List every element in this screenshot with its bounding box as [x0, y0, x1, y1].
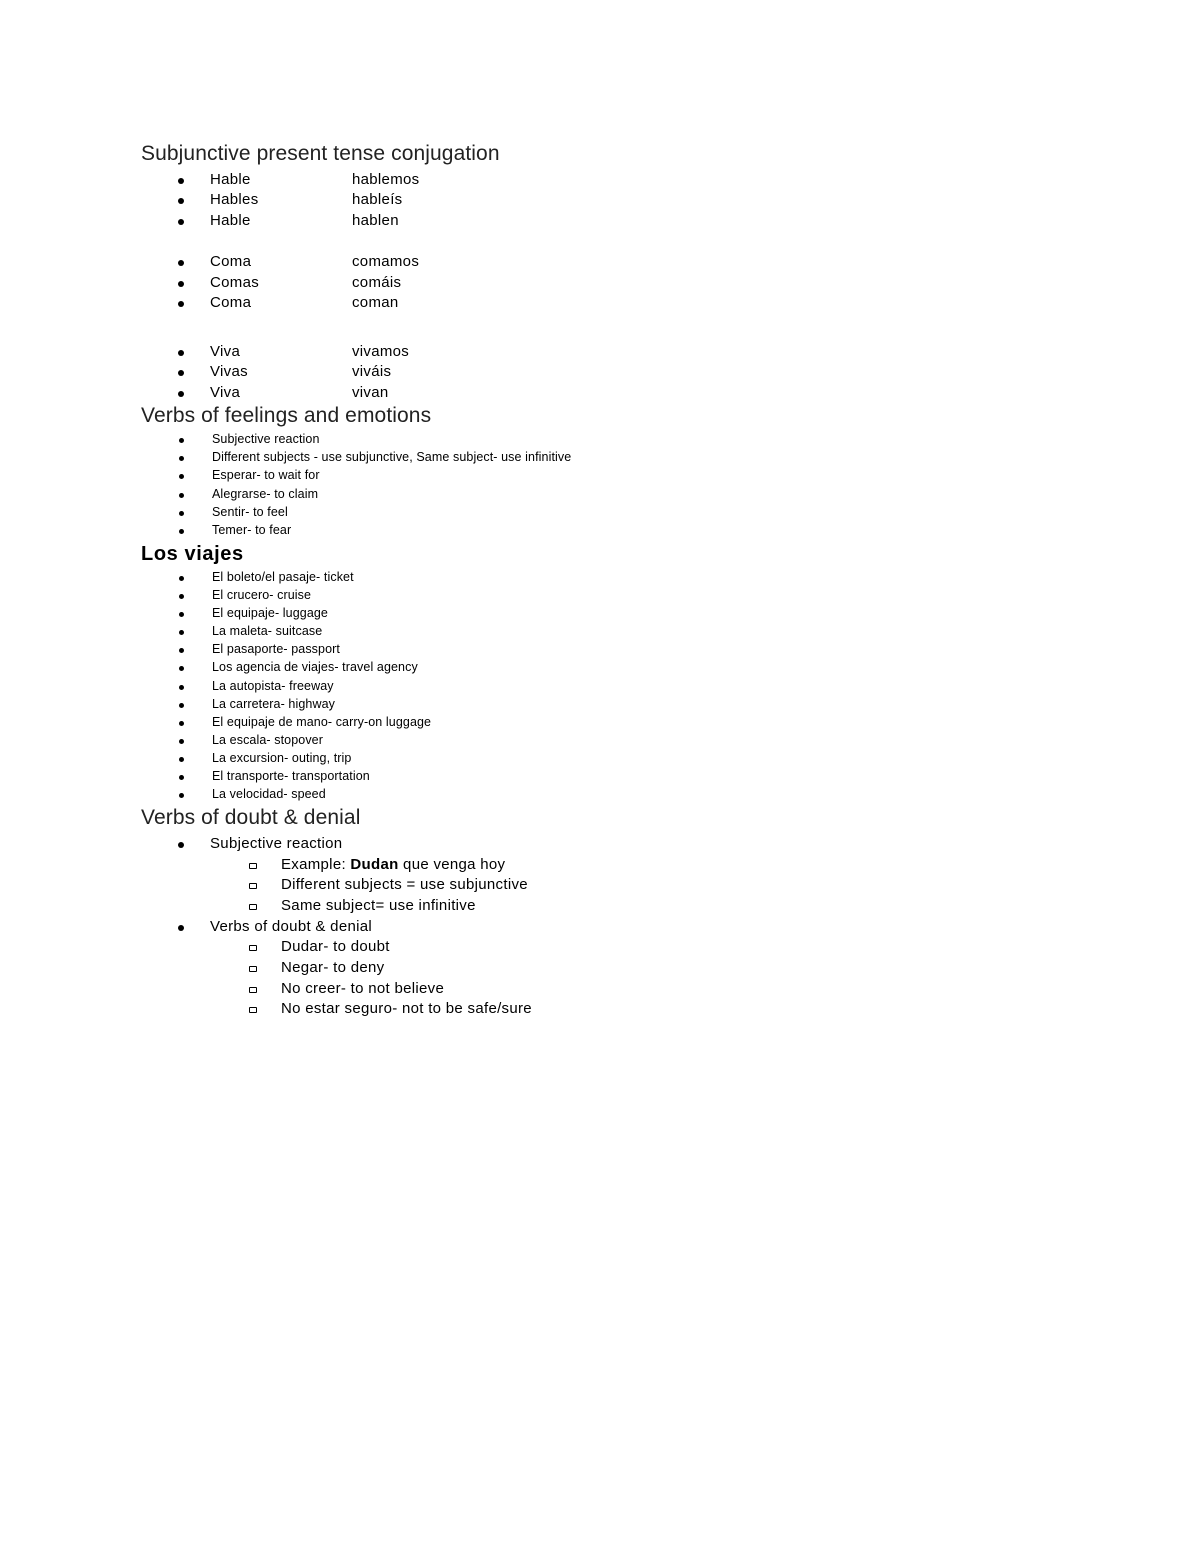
sub-bullet-icon: [249, 987, 257, 993]
bullet-icon: [179, 529, 184, 534]
example-text: [281, 856, 505, 873]
list-item-text: Verbs of doubt & denial: [210, 918, 373, 935]
example-bold-word: Dudan: [350, 856, 399, 873]
conjugation-plural: hableís: [352, 191, 403, 208]
section-title-feelings: Verbs of feelings and emotions: [141, 404, 432, 427]
section-title-conjugation: Subjunctive present tense conjugation: [141, 142, 500, 165]
bullet-icon: [179, 757, 184, 762]
list-item-text: Alegrarse- to claim: [212, 487, 319, 501]
bullet-icon: [178, 178, 184, 184]
list-item-text: La escala- stopover: [212, 733, 323, 747]
conjugation-singular: Hable: [210, 212, 251, 229]
bullet-icon: [178, 281, 184, 287]
bullet-icon: [179, 438, 184, 443]
list-item-text: El equipaje de mano- carry-on luggage: [212, 715, 432, 729]
list-item-text: Dudar- to doubt: [281, 938, 390, 955]
bullet-icon: [178, 842, 184, 848]
bullet-icon: [179, 594, 184, 599]
conjugation-plural: comáis: [352, 274, 402, 291]
list-item-text: El crucero- cruise: [212, 588, 312, 602]
bullet-icon: [178, 198, 184, 204]
conjugation-singular: Vivas: [210, 363, 248, 380]
bullet-icon: [179, 456, 184, 461]
conjugation-plural: hablemos: [352, 171, 420, 188]
list-item-text: Negar- to deny: [281, 959, 385, 976]
bullet-icon: [179, 685, 184, 690]
list-item-text: Same subject= use infinitive: [281, 897, 476, 914]
sub-bullet-icon: [249, 904, 257, 910]
conjugation-plural: coman: [352, 294, 399, 311]
conjugation-plural: viváis: [352, 363, 392, 380]
bullet-icon: [179, 775, 184, 780]
bullet-icon: [179, 666, 184, 671]
bullet-icon: [179, 474, 184, 479]
conjugation-singular: Viva: [210, 343, 241, 360]
bullet-icon: [179, 493, 184, 498]
sub-bullet-icon: [249, 863, 257, 869]
section-title-doubt: Verbs of doubt & denial: [141, 806, 361, 829]
sub-bullet-icon: [249, 1007, 257, 1013]
bullet-icon: [178, 219, 184, 225]
bullet-icon: [178, 391, 184, 397]
sub-bullet-icon: [249, 945, 257, 951]
list-item-text: Los agencia de viajes- travel agency: [212, 660, 418, 674]
sub-bullet-icon: [249, 883, 257, 889]
bullet-icon: [179, 511, 184, 516]
bullet-icon: [179, 721, 184, 726]
list-item-text: No creer- to not believe: [281, 980, 445, 997]
list-item-text: Subjective reaction: [210, 835, 343, 852]
conjugation-plural: vivan: [352, 384, 389, 401]
bullet-icon: [179, 612, 184, 617]
list-item-text: La excursion- outing, trip: [212, 751, 352, 765]
list-item-text: El equipaje- luggage: [212, 606, 328, 620]
conjugation-singular: Comas: [210, 274, 260, 291]
conjugation-singular: Viva: [210, 384, 241, 401]
bullet-icon: [178, 370, 184, 376]
bullet-icon: [178, 260, 184, 266]
conjugation-plural: vivamos: [352, 343, 410, 360]
list-item-text: El transporte- transportation: [212, 769, 370, 783]
list-item-text: El pasaporte- passport: [212, 642, 340, 656]
list-item-text: La autopista- freeway: [212, 679, 334, 693]
bullet-icon: [179, 793, 184, 798]
section-title-viajes: Los viajes: [141, 543, 244, 565]
bullet-icon: [179, 648, 184, 653]
bullet-icon: [178, 925, 184, 931]
list-item-text: La maleta- suitcase: [212, 624, 323, 638]
bullet-icon: [179, 630, 184, 635]
list-item-text: Different subjects = use subjunctive: [281, 876, 528, 893]
list-item-text: No estar seguro- not to be safe/sure: [281, 1000, 532, 1017]
list-item-text: El boleto/el pasaje- ticket: [212, 570, 354, 584]
conjugation-plural: hablen: [352, 212, 399, 229]
conjugation-singular: Coma: [210, 294, 252, 311]
bullet-icon: [179, 576, 184, 581]
list-item-text: La carretera- highway: [212, 697, 335, 711]
bullet-icon: [179, 739, 184, 744]
conjugation-plural: comamos: [352, 253, 420, 270]
conjugation-singular: Coma: [210, 253, 252, 270]
example-suffix: que venga hoy: [398, 856, 506, 873]
list-item-text: Different subjects - use subjunctive, Same subject- use infinitive: [212, 450, 572, 464]
list-item-text: Subjective reaction: [212, 432, 320, 446]
bullet-icon: [178, 350, 184, 356]
list-item-text: La velocidad- speed: [212, 787, 326, 801]
example-prefix: Example:: [281, 856, 351, 873]
list-item-text: Esperar- to wait for: [212, 468, 320, 482]
bullet-icon: [179, 703, 184, 708]
sub-bullet-icon: [249, 966, 257, 972]
conjugation-singular: Hables: [210, 191, 259, 208]
list-item-text: Temer- to fear: [212, 523, 292, 537]
conjugation-singular: Hable: [210, 171, 251, 188]
list-item-text: Sentir- to feel: [212, 505, 288, 519]
bullet-icon: [178, 301, 184, 307]
